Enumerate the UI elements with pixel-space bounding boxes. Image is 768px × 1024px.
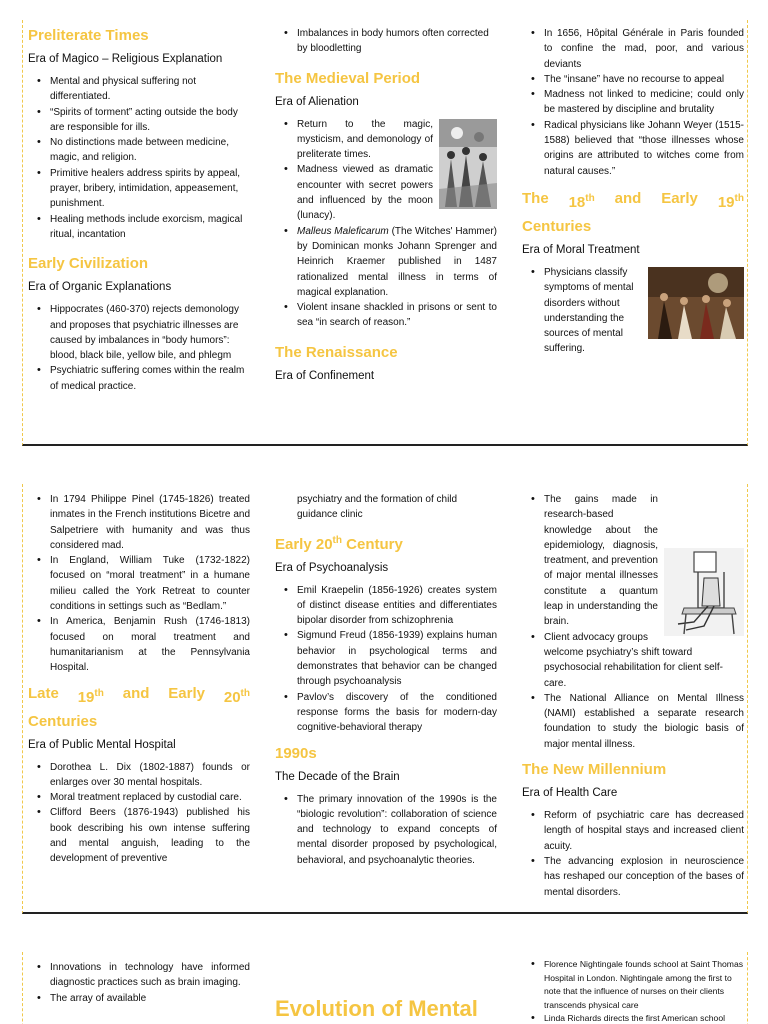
moral-treatment-painting-illustration <box>648 267 744 339</box>
heading-word: and <box>122 684 150 702</box>
list-item: • Violent insane shackled in prisons or sent to sea “in search of reason.” <box>275 300 497 331</box>
brochure-panel-1 <box>22 20 748 446</box>
heading-word <box>718 187 744 215</box>
heading-early-20th-century <box>275 529 497 557</box>
list-item: • Radical physicians like Johann Weyer (1515-1588) believed that “those illnesses whose origins are attributed to witches come from natural causes.” <box>522 118 744 179</box>
panel2-column-2 <box>275 484 497 868</box>
list-item: • The National Alliance on Mental Illness (NAMI) established a separate research foundation to study the biologic basis of major mental illness. <box>522 691 744 752</box>
list-item: • Client advocacy groups welcome psychiatry’s shift toward psychosocial rehabilitation for client self-care. <box>522 630 744 691</box>
brochure-title: Evolution of Mental <box>275 996 478 1021</box>
humors-continued-list <box>275 26 497 57</box>
list-item: • Emil Kraepelin (1856-1926) creates system of distinct disease entities and differentiates bipolar disorder from schizophrenia <box>275 583 497 629</box>
panel1-column-1 <box>28 20 250 394</box>
heading-early-civilization: Early Civilization <box>28 255 149 273</box>
list-item: • Moral treatment replaced by custodial care. <box>28 790 250 805</box>
list-item: • In England, William Tuke (1732-1822) focused on “moral treatment” in a humane milieu called the York Retreat to counter conditions in settings such as “Bedlam.” <box>28 553 250 614</box>
list-item: • The array of available <box>28 991 250 1006</box>
subheading-moral-treatment: Era of Moral Treatment <box>522 243 640 256</box>
heading-medieval-period: The Medieval Period <box>275 69 421 87</box>
panel1-column-2 <box>275 20 497 391</box>
subheading-confinement: Era of Confinement <box>275 369 375 382</box>
reformers-list <box>28 492 250 676</box>
heading-word: Early <box>168 684 205 702</box>
list-item: • Sigmund Freud (1856-1939) explains human behavior in psychological terms and demonstrates that behavior can be changed through psychoanalysis <box>275 628 497 689</box>
list-item: • Primitive healers address spirits by appeal, prayer, bribery, intimidation, appeasement, punishment. <box>28 166 250 212</box>
research-list <box>522 492 744 752</box>
restraint-chair-sketch-illustration <box>664 548 744 636</box>
list-item: • The advancing explosion in neuroscience has reshaped our conception of the bases of mental disorders. <box>522 854 744 900</box>
alienation-list <box>275 117 497 331</box>
malleus-description: (The Witches' Hammer) by Dominican monks Johann Sprenger and Heinrich Kraemer published in 1487 rationalized mental illness in terms of magical explanation. <box>297 225 497 298</box>
malleus-title: Malleus Maleficarum <box>297 225 389 237</box>
subheading-organic-explanations: Era of Organic Explanations <box>28 281 172 294</box>
heading-word: Centuries <box>28 712 98 730</box>
heading-new-millennium: The New Millennium <box>522 761 667 779</box>
list-item: • “Spirits of torment” acting outside the body are responsible for ills. <box>28 105 250 136</box>
list-item: • Mental and physical suffering not differentiated. <box>28 74 250 105</box>
brochure-panel-3 <box>22 952 748 1024</box>
heading-word <box>224 682 250 710</box>
moral-treatment-list <box>522 265 744 357</box>
panel1-column-3 <box>522 20 744 357</box>
list-item: • The “insane” have no recourse to appeal <box>522 72 744 87</box>
confinement-list <box>522 26 744 179</box>
list-item: • The primary innovation of the 1990s is the “biologic revolution”: collaboration of science and technology to expand concepts of mental disorder proposed by psychological, behavioral, and psychoanalytic theories. <box>275 792 497 868</box>
list-item: • Hippocrates (460-370) rejects demonology and proposes that psychiatric illnesses are caused by imbalances in “body humors”: blood, black bile, yellow bile, and phlegm <box>28 302 250 363</box>
list-item: • Reform of psychiatric care has decreased length of hospital stays and increased client acuity. <box>522 808 744 854</box>
heading-ordinal: th <box>332 534 342 546</box>
heading-word <box>78 682 104 710</box>
list-item <box>275 224 497 300</box>
list-item: • Psychiatric suffering comes within the realm of medical practice. <box>28 363 250 394</box>
heading-word: Late <box>28 684 59 702</box>
list-item: • Dorothea L. Dix (1802-1887) founds or enlarges over 30 mental hospitals. <box>28 760 250 791</box>
heading-ordinal: th <box>240 687 250 699</box>
heading-word: The <box>522 189 549 207</box>
psychoanalysis-list <box>275 583 497 736</box>
panel3-column-2 <box>275 996 497 1022</box>
heading-number: 18 <box>568 193 586 211</box>
heading-ordinal: th <box>734 192 744 204</box>
preventive-psychiatry-continued: psychiatry and the formation of child guidance clinic <box>297 494 458 521</box>
heading-number: 19 <box>717 193 735 211</box>
heading-1990s: 1990s <box>275 744 317 762</box>
heading-word: Centuries <box>522 217 592 235</box>
panel3-column-1 <box>28 952 250 1006</box>
list-item: • Linda Richards directs the first American school <box>522 1012 744 1024</box>
moral-treatment-text: Physicians classify symptoms of mental disorders without understanding the sources of mental suffering. <box>544 266 634 355</box>
subheading-alienation: Era of Alienation <box>275 95 359 108</box>
heading-ordinal: th <box>94 687 104 699</box>
panel2-column-1 <box>28 484 250 867</box>
list-item: • Imbalances in body humors often corrected by bloodletting <box>275 26 497 57</box>
heading-18th-early-19th-centuries <box>522 187 744 239</box>
research-gains-text: The gains made in research-based knowledge about the epidemiology, diagnosis, treatment, and prevention of major mental illnesses constitute a quantum leap in understanding the brain. <box>544 494 658 628</box>
list-item: • Pavlov’s discovery of the conditioned response forms the basis for modern-day cognitive-behavioral therapy <box>275 690 497 736</box>
list-item: • Return to the magic, mysticism, and demonology of preliterate times. <box>275 117 497 163</box>
heading-renaissance: The Renaissance <box>275 343 398 361</box>
panel2-column-3 <box>522 484 744 900</box>
heading-word <box>569 187 595 215</box>
brochure-panel-2 <box>22 484 748 914</box>
list-item <box>522 265 744 357</box>
organic-list <box>28 302 250 394</box>
technology-list <box>28 960 250 1006</box>
subheading-psychoanalysis: Era of Psychoanalysis <box>275 561 389 574</box>
list-item: • Innovations in technology have informed diagnostic practices such as brain imaging. <box>28 960 250 991</box>
list-item: • Madness viewed as dramatic encounter with secret powers and influenced by the moon (lunacy). <box>275 162 497 223</box>
heading-ordinal: th <box>585 192 595 204</box>
subheading-public-mental-hospital: Era of Public Mental Hospital <box>28 738 176 751</box>
panel3-column-3 <box>522 952 744 1024</box>
heading-number: Early 20 <box>275 535 333 553</box>
public-hospital-list <box>28 760 250 867</box>
list-item: • In America, Benjamin Rush (1746-1813) focused on moral treatment and humanitarianism at the Pennsylvania Hospital. <box>28 614 250 675</box>
list-item: • Madness not linked to medicine; could only be mastered by discipline and brutality <box>522 87 744 118</box>
nursing-history-list <box>522 958 744 1024</box>
subheading-health-care: Era of Health Care <box>522 787 618 800</box>
list-item: • No distinctions made between medicine, magic, and religion. <box>28 135 250 166</box>
heading-word: Early <box>661 189 698 207</box>
list-item: • In 1794 Philippe Pinel (1745-1826) treated inmates in the French institutions Bicetre and Salpetriere with humanity and was thus considered mad. <box>28 492 250 553</box>
heading-number: 20 <box>223 688 241 706</box>
magico-list <box>28 74 250 242</box>
heading-number: 19 <box>77 688 95 706</box>
list-item <box>522 492 744 630</box>
list-item: • In 1656, Hôpital Générale in Paris founded to confine the mad, poor, and various deviants <box>522 26 744 72</box>
heading-late-19th-early-20th-centuries <box>28 682 250 734</box>
subheading-magico-religious: Era of Magico – Religious Explanation <box>28 53 223 65</box>
list-item: • Clifford Beers (1876-1943) published his book describing his own intense suffering and mental anguish, leading to the development of preventive <box>28 805 250 866</box>
brain-list <box>275 792 497 868</box>
heading-preliterate-times: Preliterate Times <box>28 27 149 44</box>
heading-word: and <box>614 189 642 207</box>
list-item: • Healing methods include exorcism, magical ritual, incantation <box>28 212 250 243</box>
heading-word: Century <box>342 535 403 553</box>
health-care-list <box>522 808 744 900</box>
subheading-decade-of-the-brain: The Decade of the Brain <box>275 770 400 783</box>
list-item: • Florence Nightingale founds school at Saint Thomas Hospital in London. Nightingale among the first to note that the influence of nurses on their clients transcends physical care <box>522 958 744 1012</box>
